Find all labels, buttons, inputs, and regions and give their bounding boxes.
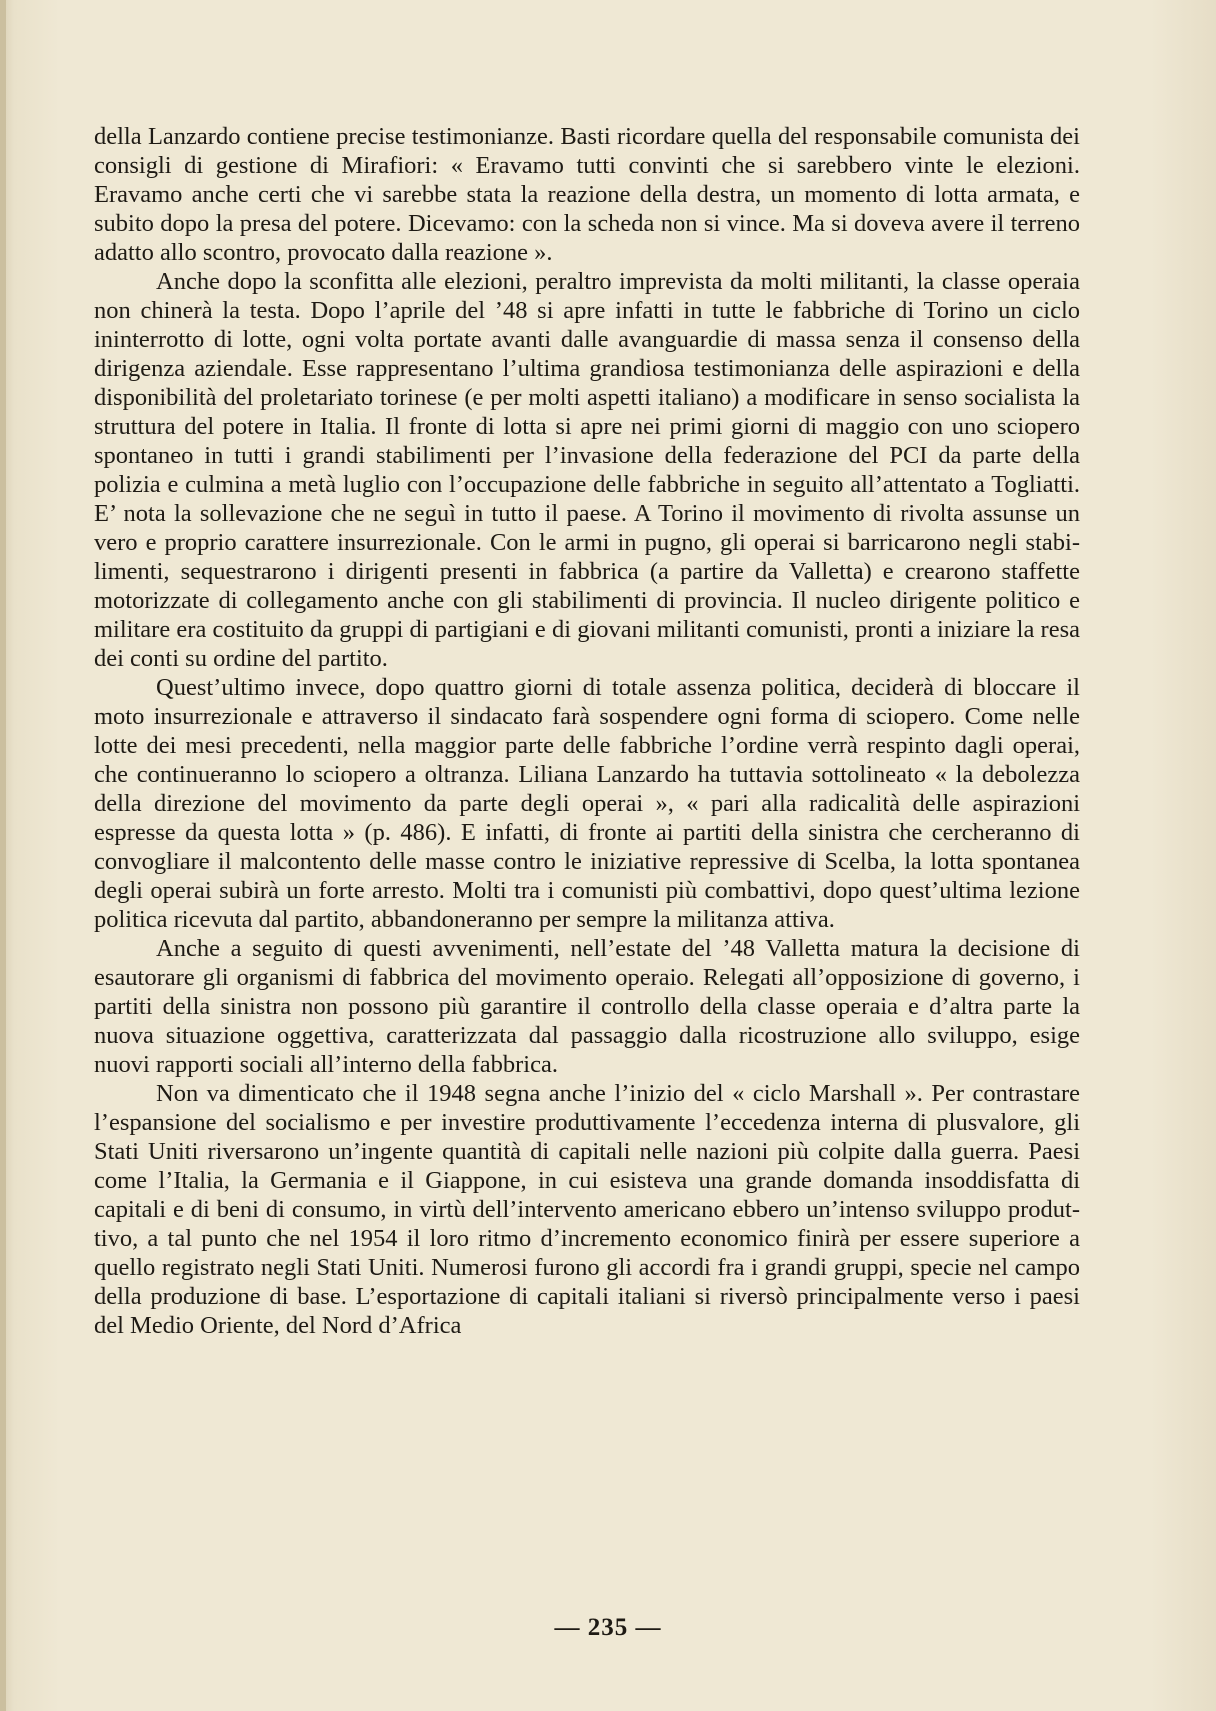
page-spine-edge	[0, 0, 6, 1711]
paragraph-5: Non va dimenticato che il 1948 segna anche l’inizio del « ciclo Marshall ». Per contrastare l’espansione del socialismo e per investire produttivamente l’eccedenza interna di plusvalore, gli Stati Uniti riversarono un’ingente quantità di capitali nelle nazioni più colpite dalla guerra. Paesi come l’Italia, la Germania e il Giappone, in cui esisteva una grande domanda insoddisfatta di capitali e di beni di consumo, in virtù dell’intervento americano ebbero un’intenso sviluppo produttivo, a tal punto che nel 1954 il loro ritmo d’incremento economico finirà per essere superiore a quello registrato negli Stati Uniti. Numerosi furono gli accordi fra i grandi gruppi, specie nel campo della produzione di base. L’esportazione di capitali italiani si riversò principalmente verso i paesi del Medio Oriente, del Nord d’Africa	[94, 1080, 1080, 1339]
paragraph-2: Anche dopo la sconfitta alle elezioni, peraltro imprevista da molti militanti, la classe operaia non chinerà la testa. Dopo l’aprile del ’48 si apre infatti in tutte le fabbriche di Torino un ciclo ininterrotto di lotte, ogni volta portate avanti dalle avanguardie di massa senza il consenso della dirigenza aziendale. Esse rappresentano l’ultima grandiosa testimonianza delle aspirazioni e della disponibilità del proletariato torinese (e per molti aspetti italiano) a modificare in senso socialista la struttura del potere in Italia. Il fronte di lotta si apre nei primi giorni di maggio con uno sciopero spontaneo in tutti i grandi stabilimenti per l’invasione della federazione del PCI da parte della polizia e culmina a metà luglio con l’occupazione delle fabbriche in seguito all’attentato a Togliatti. E’ nota la sollevazione che ne seguì in tutto il paese. A Torino il movimento di rivolta assunse un vero e proprio carattere insurrezionale. Con le armi in pugno, gli operai si barricarono negli stabilimenti, sequestrarono i dirigenti presenti in fabbrica (a partire da Valletta) e crearono staffette motorizzate di collegamento anche con gli stabilimenti di provincia. Il nucleo dirigente politico e militare era costituito da gruppi di partigiani e di giovani militanti comunisti, pronti a iniziare la resa dei conti su ordine del partito.	[94, 268, 1080, 672]
paragraph-4: Anche a seguito di questi avvenimenti, nell’estate del ’48 Valletta matura la decisione di esautorare gli organismi di fabbrica del movimento operaio. Relegati all’opposizione di governo, i partiti della sinistra non possono più garantire il controllo della classe operaia e d’altra parte la nuova situazione oggettiva, caratterizzata dal passaggio dalla ricostruzione allo sviluppo, esige nuovi rapporti sociali all’interno della fabbrica.	[94, 935, 1080, 1078]
paragraph-3: Quest’ultimo invece, dopo quattro giorni di totale assenza politica, deciderà di bloccare il moto insurrezionale e attraverso il sindacato farà sospendere ogni forma di sciopero. Come nelle lotte dei mesi precedenti, nella maggior parte delle fabbriche l’ordine verrà respinto dagli operai, che continueranno lo sciopero a oltranza. Liliana Lanzardo ha tuttavia sottolineato « la debolezza della direzione del movimento da parte degli operai », « pari alla radicalità delle aspirazioni espresse da questa lotta » (p. 486). E infatti, di fronte ai partiti della sinistra che cercheranno di convogliare il malcontento delle masse contro le iniziative repressive di Scelba, la lotta spontanea degli operai subirà un forte arresto. Molti tra i comunisti più combattivi, dopo quest’ultima lezione politica ricevuta dal partito, abbandoneranno per sempre la militanza attiva.	[94, 674, 1080, 933]
page-number: — 235 —	[554, 1614, 662, 1641]
paragraph-1: della Lanzardo contiene precise testimonianze. Basti ricordare quella del responsabile comunista dei consigli di gestione di Mirafiori: « Eravamo tutti convinti che si sarebbero vinte le elezioni. Eravamo anche certi che vi sarebbe stata la reazione della destra, un momento di lotta armata, e subito dopo la presa del potere. Dicevamo: con la scheda non si vince. Ma si doveva avere il terreno adatto allo scontro, provocato dalla reazione ».	[94, 123, 1080, 266]
body-text	[94, 122, 1080, 1340]
